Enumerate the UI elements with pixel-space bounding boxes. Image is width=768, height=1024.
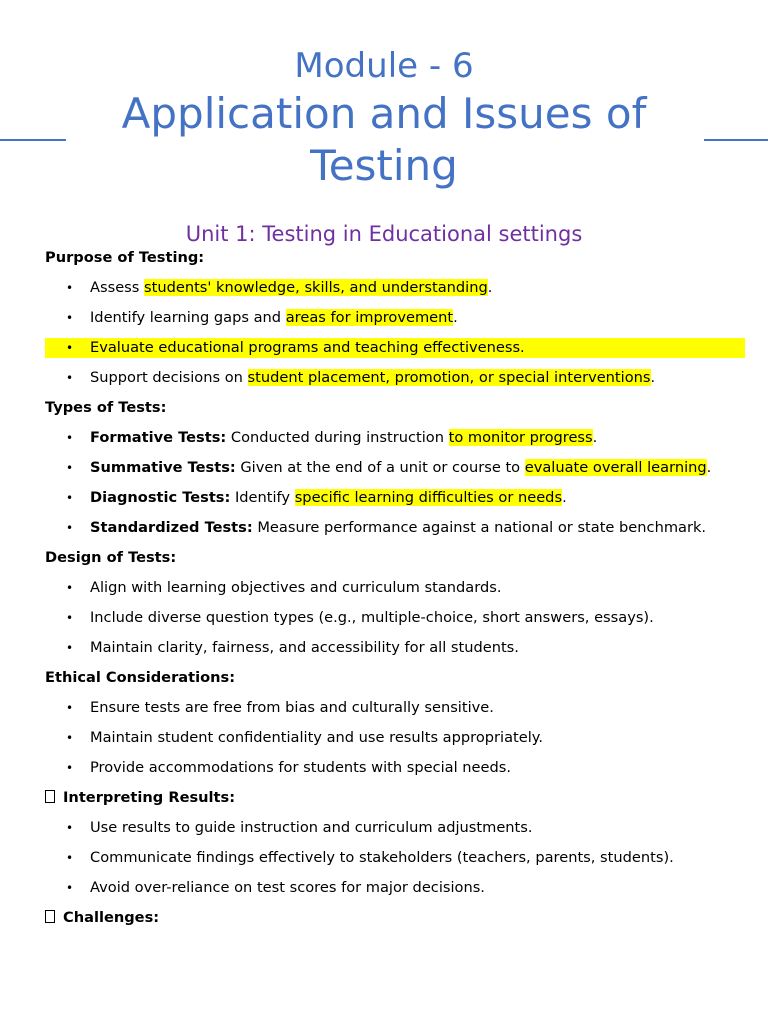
term-label: Diagnostic Tests: [90,489,231,506]
design-list [45,578,745,658]
item-text: Assess [90,279,145,296]
list-item: • Maintain student confidentiality and use results appropriately. [45,728,745,748]
title-rule-left [0,139,66,141]
list-item [45,368,745,388]
list-item: • Provide accommodations for students with special needs. [45,758,745,778]
module-number: Module - 6 [294,46,474,86]
item-text: Identify learning gaps and [90,309,286,326]
item-text: Measure performance against a national or state benchmark. [252,519,707,536]
item-text: . [706,459,712,476]
missing-glyph-icon [45,790,55,803]
list-item: • Communicate findings effectively to stakeholders (teachers, parents, students). [45,848,745,868]
list-item [45,428,745,448]
list-item: • Maintain clarity, fairness, and accessibility for all students. [45,638,745,658]
types-heading: Types of Tests: [45,399,167,416]
item-text: . [562,489,567,506]
highlighted-text: students' knowledge, skills, and understanding [144,279,488,296]
list-item-highlighted [45,338,745,358]
highlighted-text: specific learning difficulties or needs [294,489,563,506]
missing-glyph-icon [45,910,55,923]
design-heading: Design of Tests: [45,549,177,566]
highlighted-text: Evaluate educational programs and teaching effectiveness. [90,339,525,356]
list-item [45,308,745,328]
list-item: • Include diverse question types (e.g., multiple-choice, short answers, essays). [45,608,745,628]
highlighted-text: evaluate overall learning [524,459,707,476]
challenges-heading [45,908,745,928]
list-item: • Use results to guide instruction and curriculum adjustments. [45,818,745,838]
item-text: Support decisions on [90,369,248,386]
highlighted-text: to monitor progress [448,429,593,446]
highlighted-text: student placement, promotion, or special interventions [247,369,651,386]
highlighted-text: areas for improvement [285,309,454,326]
purpose-heading: Purpose of Testing: [45,249,205,266]
term-label: Standardized Tests: [90,519,253,536]
purpose-list [45,278,745,388]
title-rule-right [704,139,768,141]
item-text: Given at the end of a unit or course to [235,459,525,476]
term-label: Formative Tests: [90,429,227,446]
list-item [45,518,745,538]
item-text: . [453,309,458,326]
list-item [45,488,745,508]
list-item: • Align with learning objectives and curriculum standards. [45,578,745,598]
item-text: Conducted during instruction [226,429,449,446]
document-body [45,248,745,928]
item-text: . [487,279,493,296]
ethical-heading: Ethical Considerations: [45,669,236,686]
types-list [45,428,745,538]
heading-text: Interpreting Results: [63,789,236,806]
ethical-list [45,698,745,778]
item-text: . [592,429,598,446]
title-line-2: Testing [310,141,458,190]
interpreting-heading [45,788,745,808]
term-label: Summative Tests: [90,459,236,476]
document-title [0,44,768,192]
unit-heading: Unit 1: Testing in Educational settings [185,222,583,246]
list-item: • Avoid over-reliance on test scores for major decisions. [45,878,745,898]
interpreting-list [45,818,745,898]
list-item [45,278,745,298]
heading-text: Challenges: [63,909,160,926]
list-item [45,458,745,478]
item-text: . [650,369,656,386]
title-line-1: Application and Issues of [121,89,647,138]
item-text: Identify [230,489,295,506]
list-item: • Ensure tests are free from bias and culturally sensitive. [45,698,745,718]
